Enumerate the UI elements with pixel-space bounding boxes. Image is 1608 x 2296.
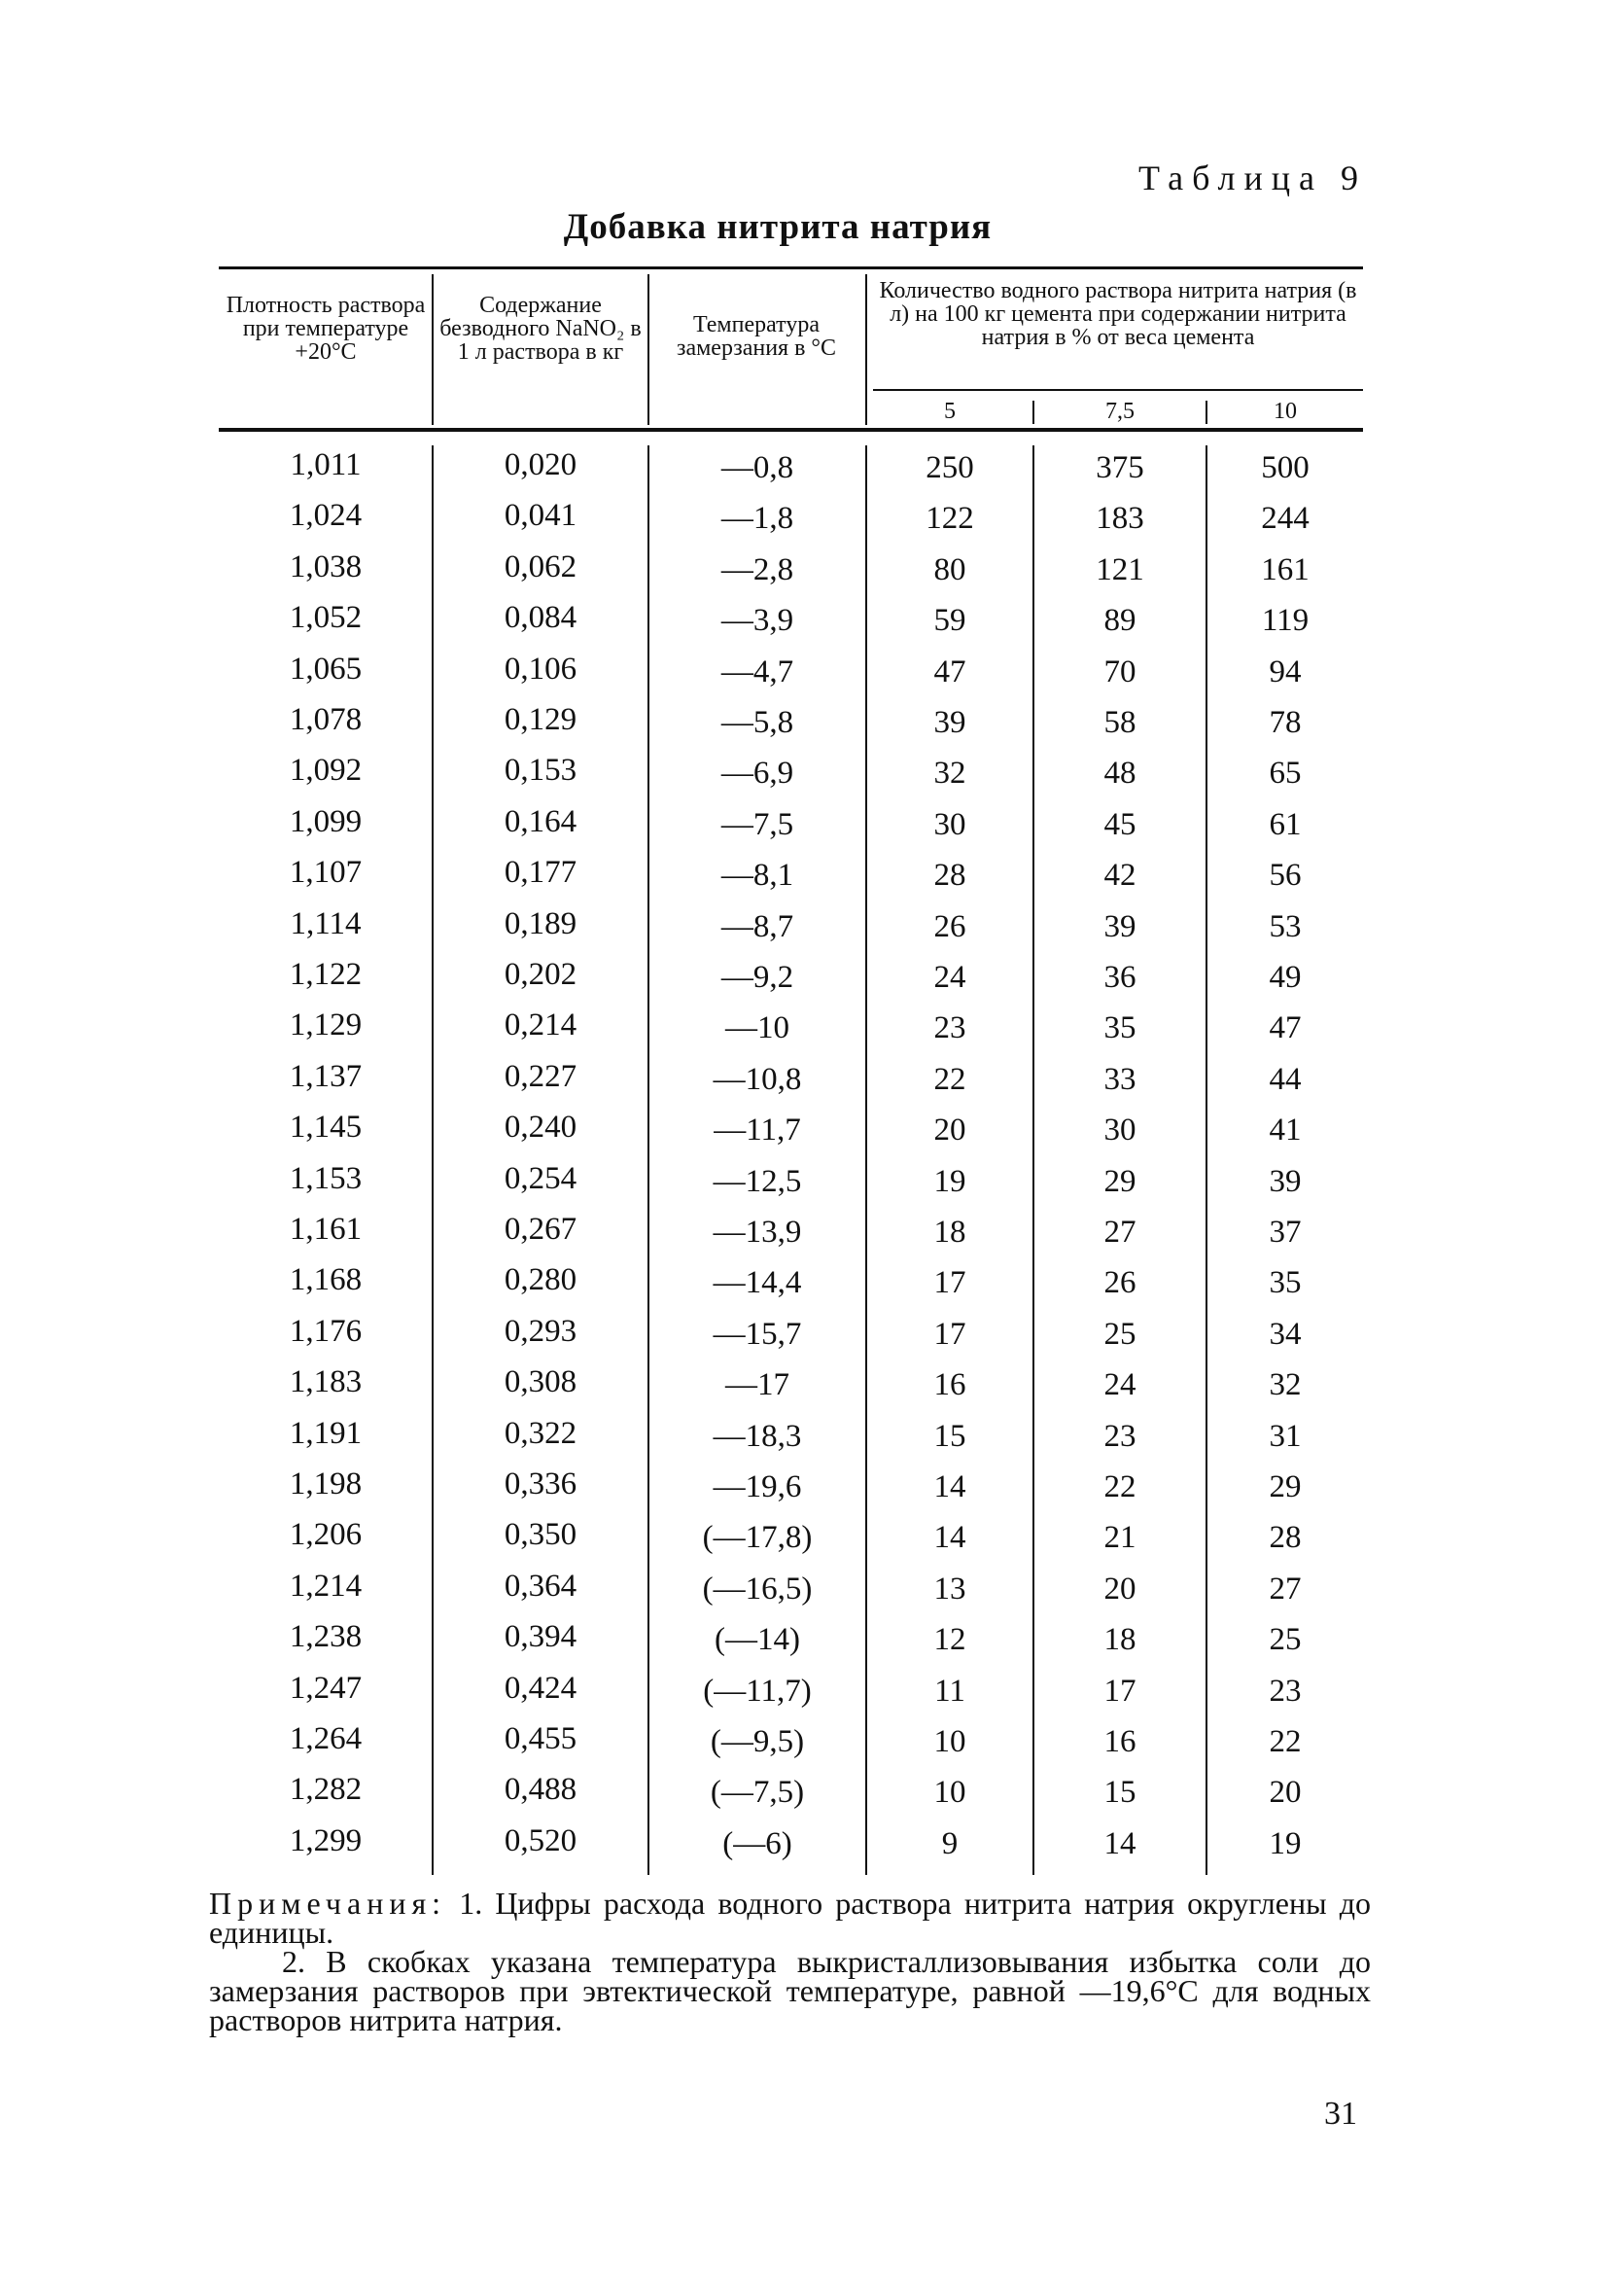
cell-qty-10: 37 [1269,1215,1302,1250]
cell-qty-10: 28 [1269,1520,1302,1556]
page-number: 31 [1324,2096,1357,2132]
cell-freezing: —10 [725,1010,789,1046]
cell-qty-7-5: 121 [1096,551,1144,587]
cell-density: 1,078 [289,702,363,737]
cell-qty-5: 20 [933,1113,966,1148]
table-label: Таблица 9 [1138,159,1367,197]
cell-qty-10: 22 [1269,1724,1302,1759]
note-1: 1. Цифры расхода водного раствора нитрита натрия округлены до единицы. [209,1886,1372,1950]
cell-qty-7-5: 16 [1103,1724,1136,1759]
cell-freezing: (—11,7) [703,1673,812,1709]
cell-qty-7-5: 375 [1096,450,1144,485]
cell-qty-10: 34 [1269,1316,1302,1352]
cell-qty-7-5: 25 [1103,1316,1136,1352]
cell-qty-10: 61 [1269,806,1302,842]
cell-qty-5: 32 [933,756,966,792]
cell-qty-7-5: 15 [1103,1775,1136,1811]
cell-freezing: —8,7 [720,908,794,944]
cell-density: 1,191 [289,1415,363,1451]
cell-qty-7-5: 22 [1103,1469,1136,1504]
cell-qty-10: 65 [1269,756,1302,792]
cell-qty-10: 500 [1261,450,1310,485]
cell-qty-5: 10 [933,1775,966,1811]
cell-qty-7-5: 17 [1103,1673,1136,1709]
cell-qty-10: 78 [1269,705,1302,740]
cell-content: 0,308 [504,1364,577,1400]
cell-density: 1,145 [289,1110,363,1146]
cell-freezing: —9,2 [720,960,794,995]
cell-qty-10: 119 [1261,603,1310,639]
cell-content: 0,336 [504,1466,577,1501]
cell-freezing: —13,9 [713,1215,802,1250]
column-divider [647,445,649,1875]
cell-qty-10: 41 [1269,1113,1302,1148]
cell-qty-5: 28 [933,858,966,894]
cell-freezing: (—16,5) [702,1571,813,1607]
cell-content: 0,267 [504,1212,577,1247]
cell-qty-5: 23 [933,1010,966,1046]
cell-qty-7-5: 33 [1103,1061,1136,1097]
cell-qty-5: 14 [933,1469,966,1504]
cell-density: 1,206 [289,1517,363,1553]
cell-density: 1,137 [289,1058,363,1094]
cell-freezing: —8,1 [720,858,794,894]
cell-content: 0,164 [504,803,577,839]
cell-qty-10: 161 [1261,551,1310,587]
cell-qty-7-5: 29 [1103,1163,1136,1199]
cell-freezing: —1,8 [720,501,794,537]
cell-qty-10: 35 [1269,1265,1302,1301]
cell-freezing: —7,5 [720,806,794,842]
cell-content: 0,280 [504,1262,577,1298]
cell-density: 1,183 [289,1364,363,1400]
cell-content: 0,189 [504,905,577,941]
cell-qty-5: 16 [933,1367,966,1403]
cell-density: 1,264 [289,1721,363,1756]
cell-qty-5: 26 [933,908,966,944]
cell-qty-7-5: 45 [1103,806,1136,842]
column-divider [432,445,434,1875]
cell-freezing: —3,9 [720,603,794,639]
cell-qty-10: 25 [1269,1622,1302,1658]
cell-qty-5: 80 [933,551,966,587]
cell-density: 1,024 [289,498,363,534]
cell-qty-10: 56 [1269,858,1302,894]
header-freezing: Температура замерзания в °С [676,312,837,361]
cell-content: 0,084 [504,600,577,636]
cell-qty-10: 53 [1269,908,1302,944]
cell-density: 1,011 [290,447,362,482]
cell-freezing: (—17,8) [702,1520,813,1556]
cell-content: 0,020 [504,447,577,482]
subheader-7-5: 7,5 [1105,399,1135,424]
subheader-10: 10 [1274,399,1297,424]
cell-qty-7-5: 39 [1103,908,1136,944]
cell-freezing: —6,9 [720,756,794,792]
cell-freezing: —0,8 [720,450,794,485]
cell-density: 1,153 [289,1160,363,1196]
cell-density: 1,247 [289,1670,363,1706]
cell-density: 1,092 [289,753,363,789]
cell-qty-5: 15 [933,1418,966,1454]
cell-content: 0,153 [504,753,577,789]
cell-qty-5: 13 [933,1571,966,1607]
cell-content: 0,322 [504,1415,577,1451]
cell-qty-5: 17 [933,1265,966,1301]
cell-qty-7-5: 18 [1103,1622,1136,1658]
cell-qty-7-5: 183 [1096,501,1144,537]
cell-freezing: —12,5 [713,1163,802,1199]
header-content: Содержание безводного NaNO₂ в 1 л раствора в кг [439,293,642,365]
column-divider [1206,401,1207,424]
cell-freezing: —19,6 [713,1469,802,1504]
notes-label: Примечания: [209,1886,447,1921]
top-rule [219,266,1363,269]
cell-density: 1,176 [289,1313,363,1349]
cell-content: 0,394 [504,1619,577,1655]
cell-freezing: (—14) [715,1622,800,1658]
cell-qty-10: 39 [1269,1163,1302,1199]
cell-freezing: (—9,5) [710,1724,805,1759]
table-title: Добавка нитрита натрия [563,207,993,247]
cell-content: 0,424 [504,1670,577,1706]
subheader-rule [873,389,1363,391]
cell-qty-7-5: 58 [1103,705,1136,740]
cell-qty-7-5: 48 [1103,756,1136,792]
cell-content: 0,364 [504,1568,577,1604]
cell-freezing: —5,8 [720,705,794,740]
cell-qty-5: 39 [933,705,966,740]
cell-qty-5: 250 [926,450,974,485]
cell-freezing: —14,4 [713,1265,802,1301]
cell-freezing: (—6) [722,1825,792,1861]
cell-qty-10: 49 [1269,960,1302,995]
cell-freezing: —2,8 [720,551,794,587]
cell-freezing: —17 [725,1367,789,1403]
cell-qty-10: 23 [1269,1673,1302,1709]
subheader-5: 5 [944,399,956,424]
cell-qty-7-5: 23 [1103,1418,1136,1454]
cell-qty-10: 44 [1269,1061,1302,1097]
cell-qty-5: 9 [941,1825,959,1861]
cell-qty-7-5: 20 [1103,1571,1136,1607]
cell-freezing: —15,7 [713,1316,802,1352]
cell-qty-10: 27 [1269,1571,1302,1607]
column-divider [432,274,434,425]
cell-density: 1,114 [290,905,362,941]
header-density: Плотность раствора при температуре +20°С [226,293,426,365]
column-divider [1032,401,1034,424]
cell-qty-5: 30 [933,806,966,842]
cell-qty-7-5: 42 [1103,858,1136,894]
header-bottom-rule [219,428,1363,432]
cell-qty-7-5: 24 [1103,1367,1136,1403]
cell-qty-5: 18 [933,1215,966,1250]
cell-qty-7-5: 35 [1103,1010,1136,1046]
cell-qty-5: 12 [933,1622,966,1658]
cell-content: 0,293 [504,1313,577,1349]
cell-density: 1,282 [289,1772,363,1808]
cell-density: 1,052 [289,600,363,636]
cell-content: 0,177 [504,855,577,891]
cell-qty-10: 31 [1269,1418,1302,1454]
header-quantity: Количество водного раствора нитрита натрия (в л) на 100 кг цемента при содержании нитрита натрия в % от веса цемента [879,278,1357,350]
cell-density: 1,038 [289,548,363,584]
cell-qty-7-5: 70 [1103,653,1136,689]
cell-content: 0,227 [504,1058,577,1094]
column-divider [647,274,649,425]
cell-content: 0,350 [504,1517,577,1553]
cell-qty-5: 14 [933,1520,966,1556]
cell-qty-10: 47 [1269,1010,1302,1046]
cell-density: 1,122 [289,957,363,992]
cell-content: 0,488 [504,1772,577,1808]
cell-qty-5: 47 [933,653,966,689]
cell-density: 1,198 [289,1466,363,1501]
cell-density: 1,168 [289,1262,363,1298]
cell-qty-7-5: 26 [1103,1265,1136,1301]
cell-qty-10: 94 [1269,653,1302,689]
cell-qty-5: 11 [934,1673,965,1709]
cell-freezing: —4,7 [720,653,794,689]
cell-content: 0,062 [504,548,577,584]
cell-density: 1,065 [289,651,363,687]
cell-content: 0,214 [504,1007,577,1043]
cell-qty-5: 122 [926,501,974,537]
cell-density: 1,129 [289,1007,363,1043]
cell-content: 0,202 [504,957,577,992]
cell-content: 0,106 [504,651,577,687]
cell-density: 1,238 [289,1619,363,1655]
cell-density: 1,214 [289,1568,363,1604]
cell-content: 0,041 [504,498,577,534]
cell-freezing: —10,8 [713,1061,802,1097]
column-divider [865,274,867,425]
cell-qty-10: 244 [1261,501,1310,537]
cell-qty-7-5: 36 [1103,960,1136,995]
notes [209,1886,1372,2037]
cell-qty-7-5: 27 [1103,1215,1136,1250]
cell-content: 0,129 [504,702,577,737]
cell-content: 0,254 [504,1160,577,1196]
cell-qty-5: 10 [933,1724,966,1759]
cell-density: 1,099 [289,803,363,839]
cell-content: 0,455 [504,1721,577,1756]
cell-qty-7-5: 21 [1103,1520,1136,1556]
note-2: 2. В скобках указана температура выкристаллизовывания избытка соли до замерзания растворов при эвтектической температуре, равной —19,6°С для водных растворов нитрита натрия. [209,1944,1371,2037]
cell-qty-5: 59 [933,603,966,639]
cell-freezing: —18,3 [713,1418,802,1454]
cell-density: 1,161 [289,1212,363,1247]
cell-qty-5: 24 [933,960,966,995]
cell-freezing: —11,7 [714,1113,801,1148]
cell-qty-10: 29 [1269,1469,1302,1504]
cell-freezing: (—7,5) [710,1775,805,1811]
cell-qty-5: 19 [933,1163,966,1199]
cell-content: 0,240 [504,1110,577,1146]
cell-density: 1,107 [289,855,363,891]
cell-qty-7-5: 30 [1103,1113,1136,1148]
cell-qty-5: 22 [933,1061,966,1097]
cell-density: 1,299 [289,1822,363,1858]
cell-content: 0,520 [504,1822,577,1858]
cell-qty-5: 17 [933,1316,966,1352]
cell-qty-10: 32 [1269,1367,1302,1403]
cell-qty-7-5: 14 [1103,1825,1136,1861]
cell-qty-10: 19 [1269,1825,1302,1861]
cell-qty-10: 20 [1269,1775,1302,1811]
cell-qty-7-5: 89 [1103,603,1136,639]
